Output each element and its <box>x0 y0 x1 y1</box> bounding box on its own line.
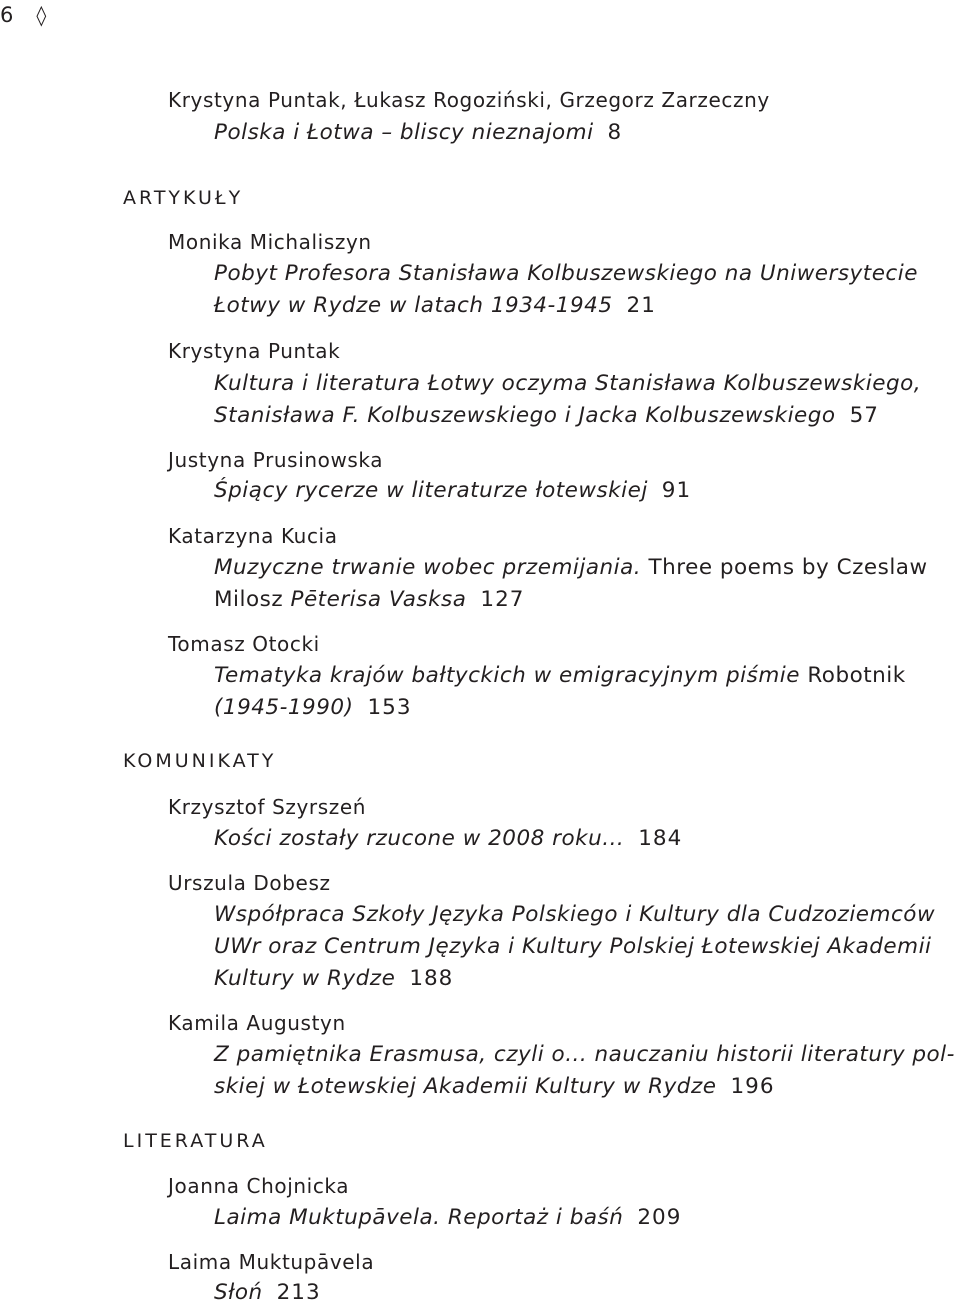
toc-title-text: Współpraca Szkoły Języka Polskiego i Kultury dla Cudzoziemców <box>214 902 936 927</box>
toc-title-text: Pobyt Profesora Stanisława Kolbuszewskiego na Uniwersytecie <box>214 261 918 286</box>
toc-title[interactable] <box>214 902 935 927</box>
section-heading-artykuly: ARTYKUŁY <box>123 187 244 209</box>
toc-title-text: Kultury w Rydze <box>214 966 396 991</box>
toc-title[interactable] <box>214 1280 321 1305</box>
toc-title[interactable] <box>214 403 879 428</box>
toc-title[interactable] <box>214 966 453 991</box>
toc-title-text: Słoń <box>214 1280 263 1305</box>
toc-author: Kamila Augustyn <box>168 1011 346 1035</box>
toc-title-text: UWr oraz Centrum Języka i Kultury Polskiej Łotewskiej Akademii <box>214 934 932 959</box>
toc-title[interactable] <box>214 371 921 396</box>
toc-author: Laima Muktupāvela <box>168 1250 375 1274</box>
toc-author: Krystyna Puntak, Łukasz Rogoziński, Grzegorz Zarzeczny <box>168 88 770 112</box>
toc-title[interactable] <box>214 826 682 851</box>
toc-title[interactable] <box>214 120 622 145</box>
toc-title[interactable] <box>214 695 412 720</box>
toc-page-number: 153 <box>367 695 412 720</box>
toc-title-text: Pēterisa Vasksa <box>290 587 467 612</box>
toc-title-roman: Milosz <box>214 587 284 612</box>
toc-title-text: Tematyka krajów bałtyckich w emigracyjnym piśmie <box>214 663 800 688</box>
toc-title[interactable] <box>214 663 906 688</box>
toc-title[interactable] <box>214 587 524 612</box>
toc-title-roman: Robotnik <box>807 663 906 688</box>
toc-author: Tomasz Otocki <box>168 632 320 656</box>
toc-title-text: skiej w Łotewskiej Akademii Kultury w Rydze <box>214 1074 717 1099</box>
toc-author: Katarzyna Kucia <box>168 524 338 548</box>
toc-title-text: Stanisława F. Kolbuszewskiego i Jacka Kolbuszewskiego <box>214 403 836 428</box>
toc-page-number: 91 <box>661 478 692 503</box>
toc-page-number: 8 <box>607 120 623 145</box>
toc-page-number: 209 <box>637 1205 682 1230</box>
toc-page-number: 196 <box>730 1074 775 1099</box>
toc-title[interactable] <box>214 293 656 318</box>
toc-page-number: 184 <box>638 826 683 851</box>
toc-title-text: (1945-1990) <box>214 695 354 720</box>
toc-title[interactable] <box>214 1074 775 1099</box>
toc-title-text: Z pamiętnika Erasmusa, czyli o... nauczaniu historii literatury pol- <box>214 1042 955 1067</box>
page-number: 6 <box>0 3 15 27</box>
toc-title[interactable] <box>214 1042 955 1067</box>
toc-title-text: Śpiący rycerze w literaturze łotewskiej <box>214 478 648 503</box>
diamond-ornament-icon: ◊ <box>36 3 48 27</box>
toc-title-text: Kości zostały rzucone w 2008 roku... <box>214 826 625 851</box>
toc-page-number: 127 <box>480 587 525 612</box>
toc-author: Urszula Dobesz <box>168 871 331 895</box>
toc-title-text: Łotwy w Rydze w latach 1934-1945 <box>214 293 613 318</box>
toc-title[interactable] <box>214 1205 681 1230</box>
toc-title[interactable] <box>214 934 932 959</box>
toc-title-text: Muzyczne trwanie wobec przemijania. <box>214 555 642 580</box>
toc-page-number: 188 <box>409 966 454 991</box>
toc-title-text: Polska i Łotwa – bliscy nieznajomi <box>214 120 594 145</box>
section-heading-literatura: LITERATURA <box>123 1130 268 1152</box>
toc-page-number: 213 <box>276 1280 321 1305</box>
toc-author: Krzysztof Szyrszeń <box>168 795 367 819</box>
toc-author: Monika Michaliszyn <box>168 230 372 254</box>
toc-author: Krystyna Puntak <box>168 339 341 363</box>
toc-title[interactable] <box>214 478 691 503</box>
toc-title-text: Kultura i literatura Łotwy oczyma Stanisława Kolbuszewskiego, <box>214 371 922 396</box>
section-heading-komunikaty: KOMUNIKATY <box>123 750 277 772</box>
toc-title-roman: Three poems by Czeslaw <box>648 555 928 580</box>
page-header <box>0 3 47 27</box>
toc-author: Justyna Prusinowska <box>168 448 384 472</box>
toc-page-number: 57 <box>849 403 879 428</box>
toc-author: Joanna Chojnicka <box>168 1174 350 1198</box>
toc-title[interactable] <box>214 261 918 286</box>
toc-title-text: Laima Muktupāvela. Reportaż i baśń <box>214 1205 624 1230</box>
toc-page-number: 21 <box>626 293 656 318</box>
toc-title[interactable] <box>214 555 928 580</box>
